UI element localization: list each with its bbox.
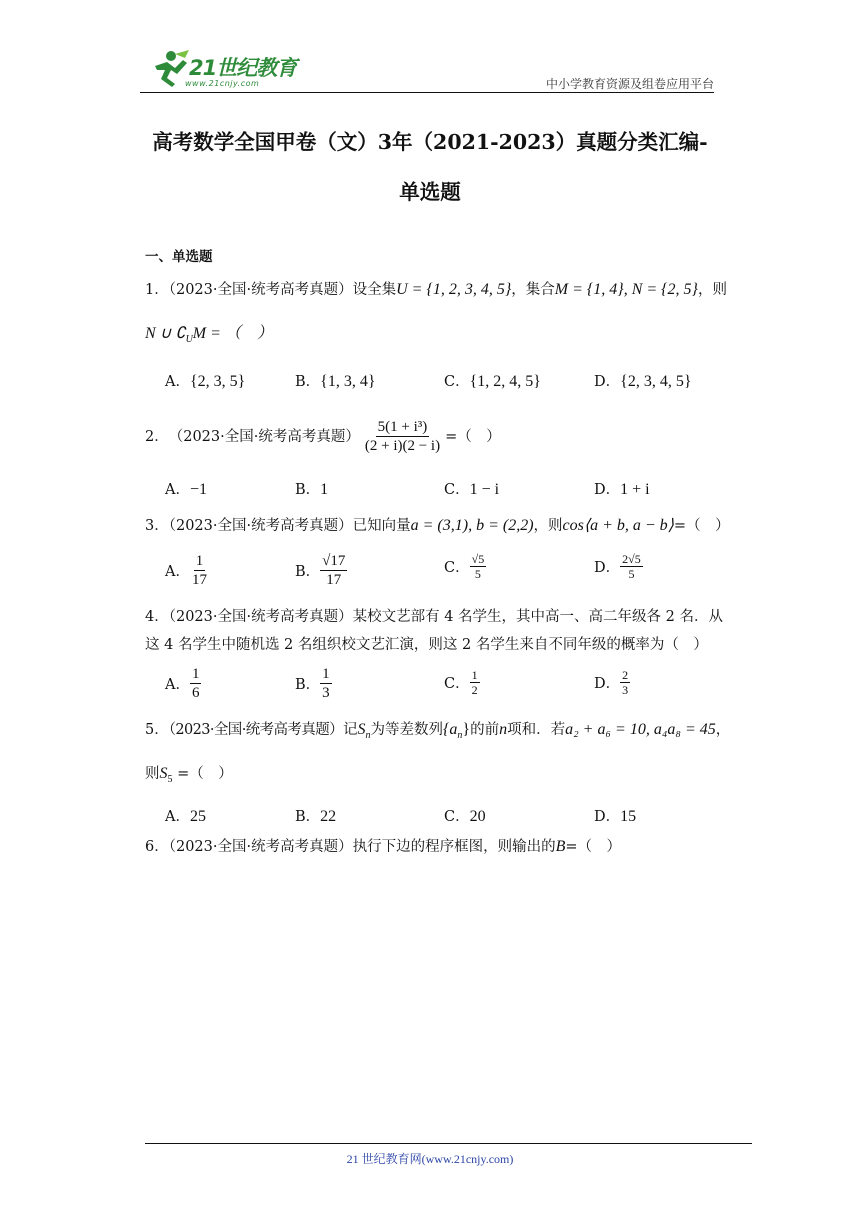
- question-3: [145, 516, 730, 536]
- option-label: B．: [295, 677, 321, 693]
- option-label: C．: [444, 560, 470, 576]
- fraction-denominator: (2 + i)(2 − i): [364, 438, 441, 454]
- math-b: B: [555, 838, 566, 855]
- fraction-denominator: 2: [471, 683, 478, 697]
- math-fraction: [363, 418, 442, 455]
- math-a: {a: [443, 721, 458, 738]
- fraction-numerator: 2√5: [622, 552, 641, 566]
- math-expr: N ∪ ∁: [145, 325, 186, 342]
- question-number: 2．: [145, 428, 169, 445]
- q4-option-d[interactable]: [594, 668, 630, 697]
- q2-option-d[interactable]: [594, 478, 650, 499]
- q4-option-a[interactable]: [165, 665, 201, 702]
- q5-option-a[interactable]: [165, 805, 206, 826]
- question-1-expr: [145, 324, 273, 350]
- fraction-numerator: √17: [322, 553, 346, 569]
- question-number: 6．: [145, 839, 169, 855]
- option-label: D．: [594, 676, 621, 692]
- option-value: 1 − i: [469, 481, 500, 498]
- question-text: 某校文艺部有 4 名学生，其中高一、高二年级各 2 名．从: [352, 609, 723, 625]
- question-1: [145, 280, 727, 300]
- option-label: C．: [444, 809, 470, 825]
- option-label: B．: [295, 809, 321, 825]
- option-fraction: [320, 552, 347, 589]
- question-text: 执行下边的程序框图，则输出的: [352, 839, 556, 855]
- question-text: 的前: [470, 722, 500, 738]
- math-condition: a₂ + a₆ = 10, a₄a₈ = 45: [565, 721, 716, 738]
- question-text: 已知向量: [352, 518, 411, 534]
- question-number: 5．: [145, 722, 169, 738]
- q2-option-c[interactable]: [444, 478, 499, 499]
- question-text: =（ ）: [565, 839, 622, 855]
- q3-option-d[interactable]: [594, 552, 643, 581]
- question-source: （2023·全国·统考高考真题）: [168, 428, 360, 445]
- option-value: {2, 3, 5}: [189, 373, 246, 390]
- math-sub: n: [457, 729, 463, 741]
- fraction-denominator: 3: [322, 685, 330, 701]
- title-line-2: 单选题: [399, 180, 461, 204]
- logo-text: 21世纪教育: [189, 56, 297, 80]
- question-text: =（ ）: [673, 518, 730, 534]
- option-label: A．: [165, 564, 190, 580]
- option-label: B．: [295, 482, 321, 498]
- fraction-denominator: 5: [474, 567, 481, 581]
- question-text: =（ ）: [172, 766, 233, 782]
- section-heading: 一、单选题: [145, 249, 213, 265]
- title-line-1: 高考数学全国甲卷（文）3年（2021-2023）真题分类汇编-: [152, 130, 708, 154]
- header-tagline: 中小学教育资源及组卷应用平台: [545, 77, 714, 91]
- option-label: D．: [594, 374, 621, 390]
- q5-option-d[interactable]: [594, 805, 636, 826]
- option-label: C．: [444, 482, 470, 498]
- fraction-numerator: √5: [471, 552, 485, 566]
- question-source: （2023·全国·统考高考真题）: [168, 609, 353, 625]
- fraction-denominator: 5: [628, 567, 635, 581]
- question-text: 则: [145, 766, 160, 782]
- q2-option-a[interactable]: [165, 478, 207, 499]
- fraction-numerator: 1: [322, 666, 330, 682]
- fraction-numerator: 2: [622, 668, 629, 682]
- header-rule: [140, 92, 714, 93]
- question-text: 为等差数列: [370, 722, 444, 738]
- option-label: C．: [444, 676, 470, 692]
- option-fraction: [620, 668, 630, 697]
- question-6: [145, 837, 621, 857]
- fraction-denominator: 17: [326, 572, 342, 588]
- question-2: [145, 418, 501, 455]
- q1-option-b[interactable]: [295, 370, 376, 391]
- math-n: n: [499, 721, 508, 738]
- option-label: A．: [165, 677, 190, 693]
- math-vectors: a = (3,1), b = (2,2): [410, 517, 534, 534]
- math-sets-mn: M = {1, 4}, N = {2, 5}: [554, 281, 698, 298]
- logo: [145, 48, 315, 92]
- logo-url: www.21cnjy.com: [185, 79, 260, 88]
- option-label: A．: [165, 374, 190, 390]
- q5-option-c[interactable]: [444, 805, 486, 826]
- question-number: 1．: [145, 282, 169, 298]
- question-text: 记: [343, 722, 358, 738]
- option-label: C．: [444, 374, 470, 390]
- question-4-line-2: 这 4 名学生中随机选 2 名组织校文艺汇演，则这 2 名学生来自不同年级的概率为（ ）: [145, 637, 708, 653]
- question-4: [145, 607, 723, 627]
- option-value: 22: [320, 808, 337, 825]
- question-text: =（ ）: [445, 428, 501, 445]
- q3-option-c[interactable]: [444, 552, 486, 581]
- question-text: ，: [715, 722, 731, 738]
- math-brace: }: [462, 721, 471, 738]
- q3-option-b[interactable]: [295, 552, 347, 589]
- option-value: 1: [320, 481, 329, 498]
- math-sub: U: [185, 333, 193, 345]
- option-label: A．: [165, 482, 190, 498]
- option-value: 1 + i: [620, 481, 650, 498]
- footer-text: 21 世纪教育网(www.21cnjy.com): [346, 1152, 514, 1166]
- fraction-denominator: 3: [622, 683, 629, 697]
- question-source: （2023·全国·统考高考真题）: [168, 518, 353, 534]
- option-fraction: [320, 665, 332, 702]
- question-5-line-2: [145, 764, 233, 790]
- footer-rule: [145, 1143, 752, 1144]
- math-sub: 5: [167, 773, 173, 785]
- q5-option-b[interactable]: [295, 805, 336, 826]
- question-text: ，集合: [511, 282, 555, 298]
- q2-option-b[interactable]: [295, 478, 328, 499]
- option-value: {2, 3, 4, 5}: [620, 373, 692, 390]
- option-label: D．: [594, 560, 621, 576]
- option-label: B．: [295, 564, 321, 580]
- math-s: S: [159, 765, 168, 782]
- option-label: D．: [594, 809, 621, 825]
- option-label: A．: [165, 809, 190, 825]
- question-text: ，则: [533, 518, 563, 534]
- fraction-denominator: 17: [191, 572, 207, 588]
- question-5: [145, 720, 730, 746]
- question-source: （2023·全国·统考高考真题）: [168, 282, 353, 298]
- option-fraction: [190, 665, 202, 702]
- option-value: 20: [469, 808, 486, 825]
- question-text: 项和．若: [507, 722, 566, 738]
- option-fraction: [470, 668, 480, 697]
- option-value: {1, 3, 4}: [320, 373, 376, 390]
- question-text: 设全集: [352, 282, 397, 298]
- math-cos: cos⟨a + b, a − b⟩: [562, 517, 674, 534]
- question-source: （2023·全国·统考高考真题）: [168, 722, 344, 738]
- option-fraction: [190, 552, 209, 589]
- question-number: 4．: [145, 609, 169, 625]
- page-title: [0, 120, 860, 214]
- fraction-numerator: 1: [191, 666, 200, 682]
- option-fraction: [620, 552, 643, 581]
- option-label: D．: [594, 482, 621, 498]
- option-value: 25: [189, 808, 206, 825]
- question-number: 3．: [145, 518, 169, 534]
- fraction-numerator: 5(1 + i³): [377, 419, 428, 435]
- q1-option-d[interactable]: [594, 370, 692, 391]
- math-expr-end: M = （ ）: [192, 325, 273, 342]
- question-source: （2023·全国·统考高考真题）: [168, 839, 353, 855]
- question-text: ，则: [697, 282, 727, 298]
- q1-option-c[interactable]: [444, 370, 541, 391]
- q3-option-a[interactable]: [165, 552, 209, 589]
- fraction-numerator: 1: [195, 553, 204, 569]
- fraction-denominator: 6: [191, 685, 200, 701]
- q4-option-c[interactable]: [444, 668, 480, 697]
- math-sub: n: [365, 729, 371, 741]
- q1-option-a[interactable]: [165, 370, 245, 391]
- option-fraction: [470, 552, 487, 581]
- option-label: B．: [295, 374, 321, 390]
- option-value: −1: [189, 481, 208, 498]
- fraction-numerator: 1: [471, 668, 478, 682]
- option-value: {1, 2, 4, 5}: [469, 373, 541, 390]
- math-set-u: U = {1, 2, 3, 4, 5}: [396, 281, 512, 298]
- q4-option-b[interactable]: [295, 665, 332, 702]
- math-s: S: [357, 721, 366, 738]
- option-value: 15: [620, 808, 637, 825]
